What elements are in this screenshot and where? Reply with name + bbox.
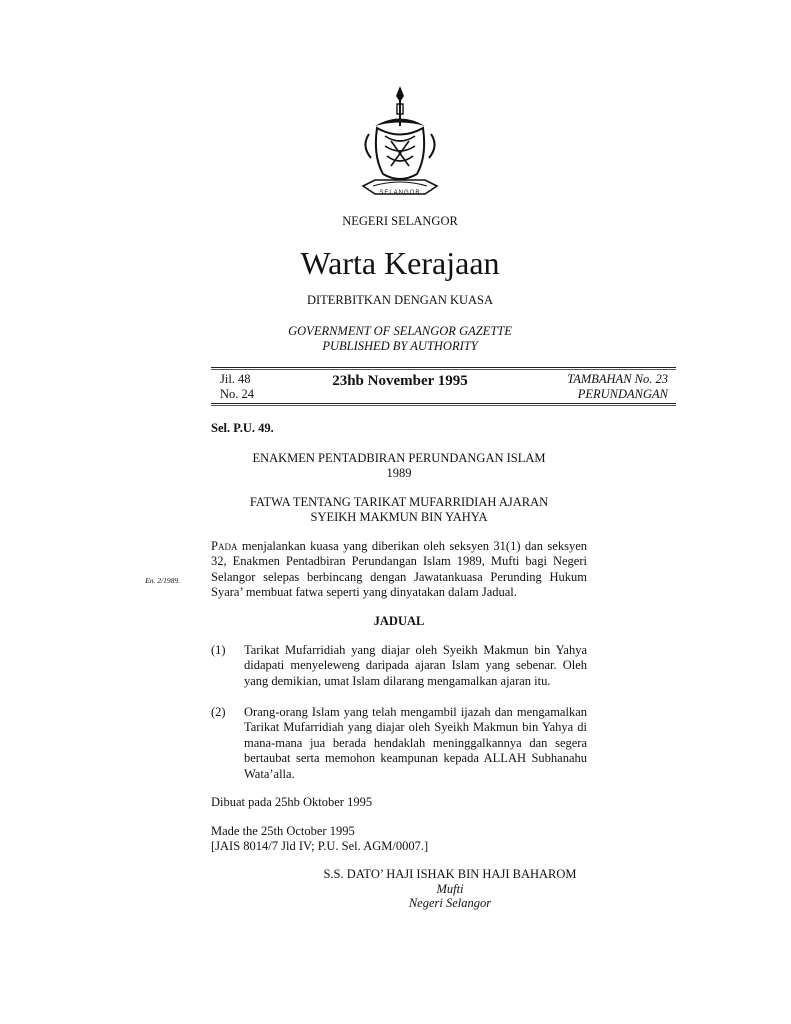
issue-number: No. 24 bbox=[220, 387, 255, 401]
signature-block bbox=[300, 867, 600, 911]
preamble-paragraph bbox=[211, 539, 587, 601]
schedule-item-number: (2) bbox=[211, 705, 226, 719]
schedule-item bbox=[211, 643, 587, 689]
schedule-item-text: Orang-orang Islam yang telah mengambil ijazah dan mengamalkan Tarikat Mufarridiah yang diajar oleh Syeikh Makmun bin Yahya di mana-mana jua berada hendaklah meninggalkannya dan segera bertaubat serta memohon keampunan kepada ALLAH Subhanahu Wata’alla. bbox=[244, 705, 587, 781]
volume: Jil. 48 bbox=[220, 372, 251, 386]
supplement-number: TAMBAHAN No. 23 bbox=[567, 372, 668, 386]
enactment-title-line2: 1989 bbox=[386, 466, 412, 480]
made-date-english bbox=[211, 824, 428, 855]
fatwa-title-line2: SYEIKH MAKMUN BIN YAHYA bbox=[310, 510, 488, 524]
fatwa-title bbox=[211, 495, 587, 525]
signatory-state: Negeri Selangor bbox=[408, 896, 492, 910]
schedule-heading: JADUAL bbox=[373, 614, 425, 628]
enactment-title bbox=[211, 451, 587, 481]
file-reference: [JAIS 8014/7 Jld IV; P.U. Sel. AGM/0007.] bbox=[211, 839, 429, 854]
authority-malay: DITERBITKAN DENGAN KUASA bbox=[306, 293, 494, 307]
enactment-title-line1: ENAKMEN PENTADBIRAN PERUNDANGAN ISLAM bbox=[252, 451, 546, 465]
authority-english-line1: GOVERNMENT OF SELANGOR GAZETTE bbox=[288, 324, 512, 338]
signatory-title: Mufti bbox=[436, 881, 464, 896]
signatory-name: S.S. DATO’ HAJI ISHAK BIN HAJI BAHAROM bbox=[323, 867, 577, 881]
state-name: NEGERI SELANGOR bbox=[342, 214, 458, 228]
notice-reference: Sel. P.U. 49. bbox=[211, 421, 274, 435]
fatwa-title-line1: FATWA TENTANG TARIKAT MUFARRIDIAH AJARAN bbox=[249, 495, 549, 509]
issue-date: 23hb November 1995 bbox=[332, 373, 468, 389]
supplement-info bbox=[480, 372, 668, 402]
masthead-rule-bottom-inner bbox=[211, 405, 676, 406]
supplement-type: PERUNDANGAN bbox=[577, 387, 668, 401]
made-date-english-line: Made the 25th October 1995 bbox=[211, 824, 355, 838]
crest-ribbon-label: SELANGOR bbox=[379, 190, 421, 196]
authority-english bbox=[200, 324, 600, 354]
volume-number bbox=[220, 372, 254, 402]
schedule-item-number: (1) bbox=[211, 643, 226, 657]
authority-english-line2: PUBLISHED BY AUTHORITY bbox=[322, 339, 478, 353]
gazette-title: Warta Kerajaan bbox=[300, 245, 500, 281]
masthead-rule-bottom bbox=[211, 403, 676, 404]
masthead-rule-top-inner bbox=[211, 369, 676, 370]
schedule-item-text: Tarikat Mufarridiah yang diajar oleh Syeikh Makmun bin Yahya didapati menyeleweng daripada ajaran Islam yang sebenar. Oleh yang demikian, umat Islam dilarang mengamalkan ajaran itu. bbox=[244, 643, 587, 688]
made-date-malay: Dibuat pada 25hb Oktober 1995 bbox=[211, 795, 373, 809]
preamble-text: menjalankan kuasa yang diberikan oleh seksyen 31(1) dan seksyen 32, Enakmen Pentadbiran Perundangan Islam 1989, Mufti bagi Negeri Selangor selepas berbincang dengan Jawatankuasa Perunding Hukum Syara’ membuat fatwa seperti yang dinyatakan dalam Jadual. bbox=[211, 539, 587, 600]
margin-note: En. 2/1989. bbox=[145, 576, 180, 585]
preamble-lead: Pada bbox=[211, 539, 238, 553]
schedule-item bbox=[211, 705, 587, 782]
masthead-rule-top bbox=[211, 367, 676, 368]
